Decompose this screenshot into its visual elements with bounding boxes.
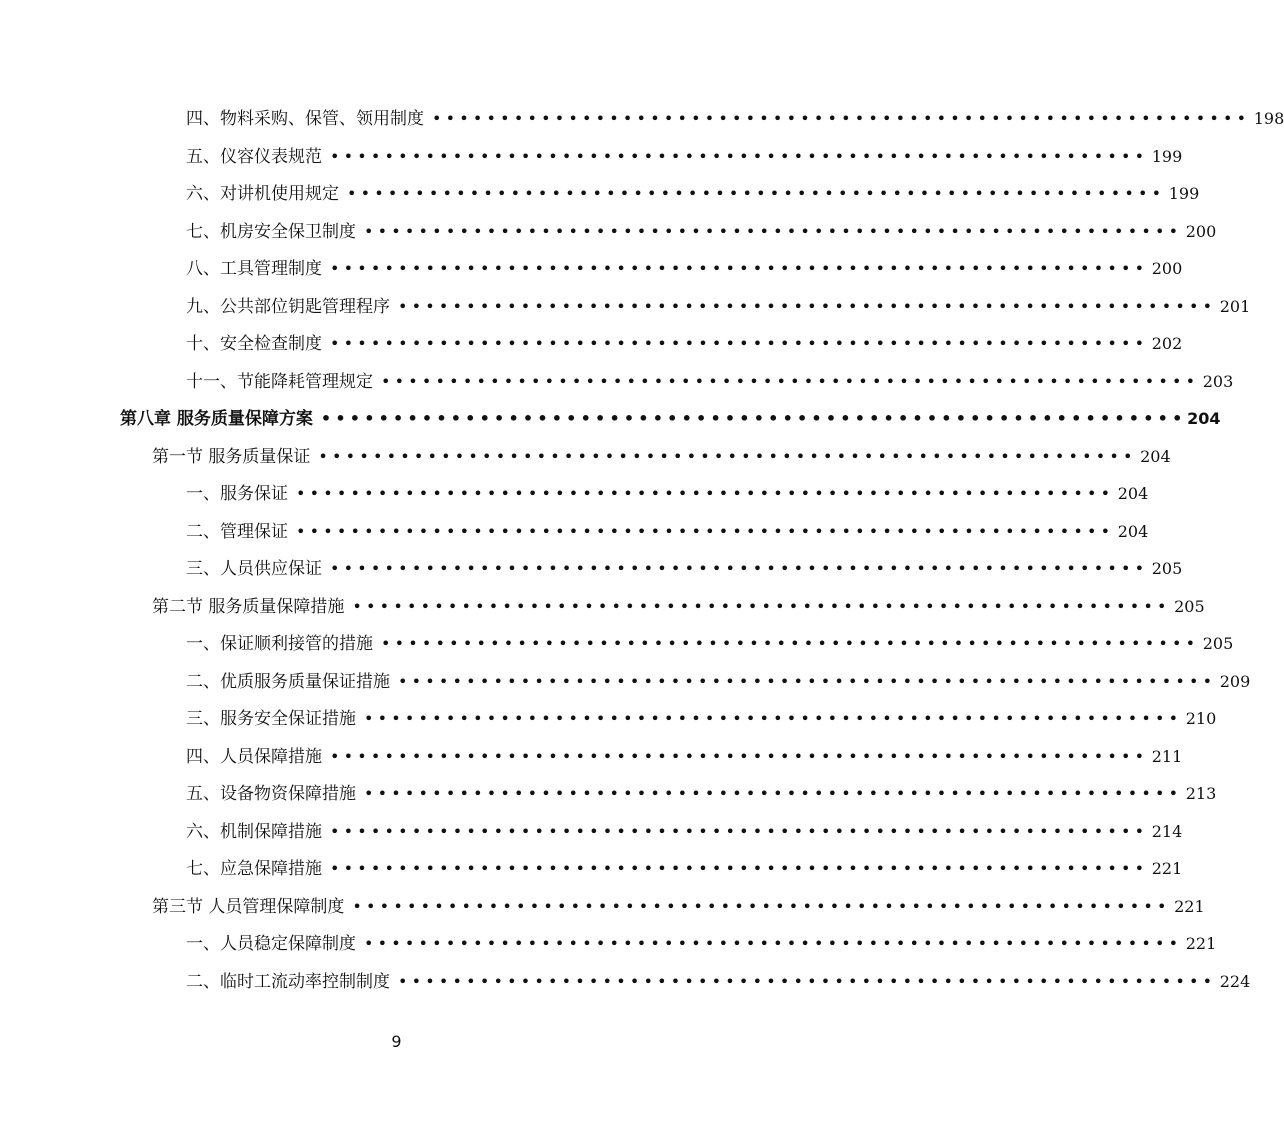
toc-entry-label: 第一节 服务质量保证 [152,446,311,467]
toc-dot-leader: •••••••••••••••••••••••••••••••••••••••••••••••••••••••••••• [381,634,1200,653]
toc-dot-leader: •••••••••••••••••••••••••••••••••••••••••••••••••••••••••••• [330,259,1149,278]
toc-entry-page: 204 [1140,446,1171,466]
toc-dot-leader: •••••••••••••••••••••••••••••••••••••••••••••••••••••••••••• [320,409,1187,428]
toc-entry-label: 六、机制保障措施 [186,821,322,842]
toc-entry-label: 七、机房安全保卫制度 [186,221,356,242]
toc-dot-leader: •••••••••••••••••••••••••••••••••••••••••••••••••••••••••••• [318,446,1137,466]
toc-item-entry[interactable] [186,705,1217,733]
toc-entry-label: 四、人员保障措施 [186,746,322,767]
toc-entry-label: 第八章 服务质量保障方案 [120,409,313,429]
toc-entry-page: 204 [1187,409,1221,428]
toc-entry-page: 203 [1202,371,1234,391]
toc-dot-leader: •••••••••••••••••••••••••••••••••••••••••••••••••••••••••••• [330,146,1149,166]
toc-entry-label: 二、优质服务质量保证措施 [186,671,390,692]
toc-entry-page: 224 [1219,971,1251,991]
toc-dot-leader: •••••••••••••••••••••••••••••••••••••••••••••••••••••••••••• [330,859,1149,878]
toc-entry-page: 199 [1168,184,1200,203]
toc-entry-label: 二、临时工流动率控制制度 [186,971,390,992]
toc-item-entry[interactable] [186,180,1200,208]
toc-dot-leader: •••••••••••••••••••••••••••••••••••••••••••••••••••••••••••• [347,184,1166,203]
toc-item-entry[interactable] [186,105,1284,133]
toc-dot-leader: •••••••••••••••••••••••••••••••••••••••••••••••••••••••••••• [364,934,1183,953]
toc-entry-label: 四、物料采购、保管、领用制度 [186,109,424,129]
toc-entry-label: 八、工具管理制度 [186,259,322,279]
toc-dot-leader: •••••••••••••••••••••••••••••••••••••••••••••••••••••••••••• [364,709,1183,728]
toc-entry-page: 209 [1219,671,1251,691]
toc-item-entry[interactable] [186,668,1251,696]
toc-entry-label: 三、人员供应保证 [186,559,322,579]
toc-dot-leader: •••••••••••••••••••••••••••••••••••••••••••••••••••••••••••• [330,821,1149,841]
toc-section-entry[interactable] [152,593,1205,621]
toc-entry-label: 十、安全检查制度 [186,334,322,354]
toc-entry-page: 213 [1185,784,1217,803]
toc-dot-leader: •••••••••••••••••••••••••••••••••••••••••••••••••••••••••••• [296,484,1115,503]
toc-entry-label: 一、保证顺利接管的措施 [186,634,373,654]
page-number: 9 [391,1032,402,1051]
toc-item-entry[interactable] [186,630,1234,658]
toc-entry-page: 200 [1185,221,1217,241]
toc-item-entry[interactable] [186,855,1183,883]
toc-dot-leader: •••••••••••••••••••••••••••••••••••••••••••••••••••••••••••• [296,521,1115,541]
toc-dot-leader: •••••••••••••••••••••••••••••••••••••••••••••••••••••••••••• [398,296,1217,316]
toc-dot-leader: •••••••••••••••••••••••••••••••••••••••••••••••••••••••••••• [432,109,1251,128]
toc-item-entry[interactable] [186,818,1183,846]
toc-entry-page: 201 [1219,296,1251,316]
toc-entry-label: 第二节 服务质量保障措施 [152,596,345,617]
toc-item-entry[interactable] [186,743,1183,771]
toc-entry-label: 第三节 人员管理保障制度 [152,896,345,917]
toc-entry-label: 十一、节能降耗管理规定 [186,371,373,392]
toc-dot-leader: •••••••••••••••••••••••••••••••••••••••••••••••••••••••••••• [352,896,1171,916]
toc-entry-page: 204 [1117,484,1149,503]
toc-dot-leader: •••••••••••••••••••••••••••••••••••••••••••••••••••••••••••• [352,596,1171,616]
toc-entry-label: 一、人员稳定保障制度 [186,934,356,954]
toc-entry-page: 211 [1151,746,1183,766]
toc-entry-page: 202 [1151,334,1183,353]
toc-item-entry[interactable] [186,780,1217,808]
toc-dot-leader: •••••••••••••••••••••••••••••••••••••••••••••••••••••••••••• [398,671,1217,691]
toc-dot-leader: •••••••••••••••••••••••••••••••••••••••••••••••••••••••••••• [364,784,1183,803]
toc-entry-page: 221 [1151,859,1183,878]
toc-dot-leader: •••••••••••••••••••••••••••••••••••••••••••••••••••••••••••• [330,334,1149,353]
toc-entry-page: 200 [1151,259,1183,278]
toc-dot-leader: •••••••••••••••••••••••••••••••••••••••••••••••••••••••••••• [330,559,1149,578]
toc-dot-leader: •••••••••••••••••••••••••••••••••••••••••••••••••••••••••••• [398,971,1217,991]
toc-entry-page: 221 [1185,934,1217,953]
toc-entry-page: 205 [1202,634,1234,653]
toc-entry-label: 一、服务保证 [186,484,288,504]
toc-item-entry[interactable] [186,330,1183,358]
toc-section-entry[interactable] [152,443,1171,471]
toc-entry-page: 210 [1185,709,1217,728]
toc-item-entry[interactable] [186,480,1149,508]
toc-item-entry[interactable] [186,218,1217,246]
toc-dot-leader: •••••••••••••••••••••••••••••••••••••••••••••••••••••••••••• [364,221,1183,241]
toc-item-entry[interactable] [186,968,1251,996]
toc-entry-label: 二、管理保证 [186,521,288,542]
toc-entry-label: 九、公共部位钥匙管理程序 [186,296,390,317]
toc-section-entry[interactable] [152,893,1205,921]
toc-entry-page: 205 [1174,596,1205,616]
toc-item-entry[interactable] [186,555,1183,583]
toc-item-entry[interactable] [186,518,1149,546]
toc-entry-label: 五、设备物资保障措施 [186,784,356,804]
toc-dot-leader: •••••••••••••••••••••••••••••••••••••••••••••••••••••••••••• [330,746,1149,766]
toc-chapter-entry[interactable] [120,405,1221,433]
toc-item-entry[interactable] [186,255,1183,283]
toc-entry-label: 五、仪容仪表规范 [186,146,322,167]
toc-entry-label: 六、对讲机使用规定 [186,184,339,204]
toc-item-entry[interactable] [186,143,1183,171]
toc-entry-page: 205 [1151,559,1183,578]
toc-entry-page: 221 [1174,896,1205,916]
toc-entry-page: 214 [1151,821,1183,841]
toc-item-entry[interactable] [186,293,1251,321]
toc-entry-page: 198 [1253,109,1284,128]
toc-entry-page: 204 [1117,521,1149,541]
toc-entry-label: 七、应急保障措施 [186,859,322,879]
toc-item-entry[interactable] [186,368,1234,396]
toc-entry-label: 三、服务安全保证措施 [186,709,356,729]
toc-entry-page: 199 [1151,146,1183,166]
toc-dot-leader: •••••••••••••••••••••••••••••••••••••••••••••••••••••••••••• [381,371,1200,391]
toc-item-entry[interactable] [186,930,1217,958]
